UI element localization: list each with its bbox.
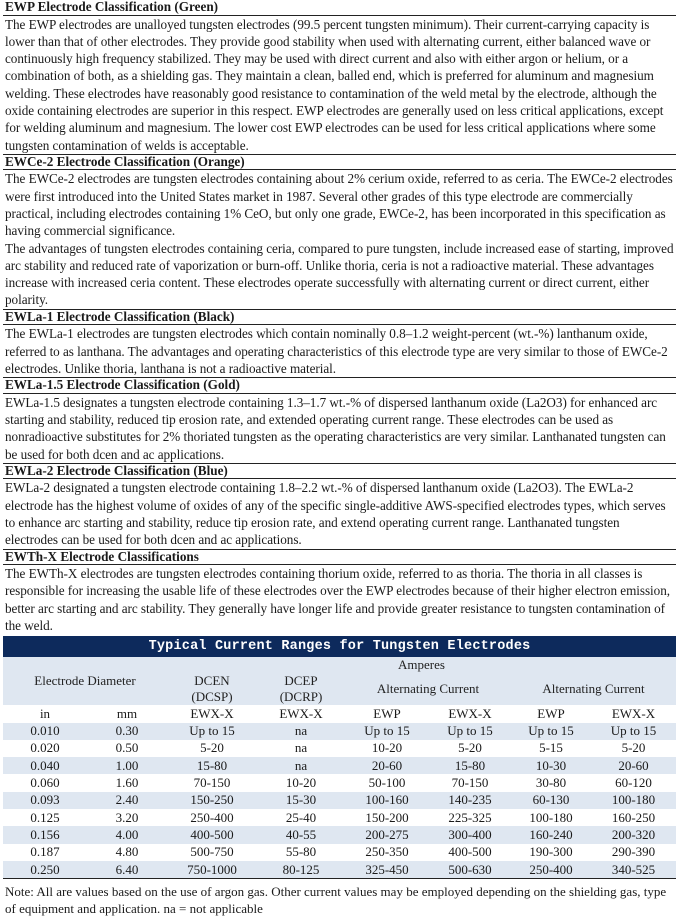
paragraph: The EWTh-X electrodes are tungsten electrodes containing thorium oxide, referred to as thoria. The thoria in all classes is responsible for increasing the usable life of these electrodes over the EWP electrodes because of their higher electron emission, better arc starting and arc stability. They generally have longer life and provide greater resistance to tungsten contamination of the weld. — [5, 566, 671, 633]
section-title: EWTh-X Electrode Classifications — [3, 549, 676, 566]
table-cell: 50-100 — [368, 775, 406, 791]
unit-cell: EWP — [373, 705, 401, 721]
unit-cell: EWX-X — [190, 705, 234, 721]
table-cell: 160-240 — [529, 826, 573, 842]
table-cell: 20-60 — [618, 757, 649, 773]
table-cell: 0.020 — [30, 740, 60, 756]
table-cell: 6.40 — [115, 861, 139, 877]
table-row — [3, 774, 676, 791]
table-cell: 2.40 — [115, 792, 139, 808]
table-cell: 0.50 — [115, 740, 139, 756]
section-body — [3, 479, 676, 548]
table-cell: 340-525 — [611, 861, 656, 877]
paragraph: The EWLa-1 electrodes are tungsten electrodes which contain nominally 0.8–1.2 weight-percent (wt.-%) lanthanum oxide, referred to as lanthana. The advantages and operating characteristics of this electrode type are very similar to those of EWCe-2 electrodes. Unlike thoria, lanthana is not a radioactive material. — [5, 326, 668, 376]
table-cell: 100-160 — [365, 792, 409, 808]
table-cell: 60-130 — [532, 792, 570, 808]
electrode-diameter-header: Electrode Diameter — [34, 673, 136, 689]
section-title: EWLa-1.5 Electrode Classification (Gold) — [3, 377, 676, 394]
table-cell: 5-20 — [621, 740, 646, 756]
table-cell: Up to 15 — [189, 723, 235, 739]
table-cell: 225-325 — [448, 809, 492, 825]
unit-cell: EWP — [537, 705, 565, 721]
table-cell: 325-450 — [365, 861, 409, 877]
table-cell: 40-55 — [285, 826, 317, 842]
table-cell: 10-20 — [285, 775, 317, 791]
dcsp-header: (DCSP) — [191, 689, 233, 705]
table-cell: 0.040 — [30, 757, 60, 773]
table-cell: 0.30 — [115, 723, 139, 739]
section-body — [3, 325, 676, 377]
table-cell: 400-500 — [448, 844, 492, 860]
section-title: EWLa-1 Electrode Classification (Black) — [3, 309, 676, 326]
table-title: Typical Current Ranges for Tungsten Electrodes — [3, 636, 676, 657]
section-ewla-2 — [3, 463, 676, 549]
table-cell: 0.010 — [30, 723, 60, 739]
paragraph: EWLa-1.5 designates a tungsten electrode containing 1.3–1.7 wt.-% of dispersed lanthanum oxide (La2O3) for enhanced arc starting and stability, reduced tip erosion rate, and extended operating current range. These electrodes can be used as nonradioactive substitutes for 2% thoriated tungsten as the operating characteristics are very similar. Lanthanated tungsten can be used for both dcen and ac applications. — [5, 394, 666, 462]
table-cell: na — [294, 757, 308, 773]
table-cell: 0.187 — [30, 844, 60, 860]
table-cell: 250-400 — [190, 809, 234, 825]
table-cell: 500-750 — [190, 844, 234, 860]
table-cell: 250-400 — [529, 861, 573, 877]
table-cell: 5-20 — [458, 740, 482, 756]
table-cell: 10-20 — [371, 740, 403, 756]
table-cell: 15-80 — [196, 757, 228, 773]
unit-cell: EWX-X — [448, 705, 492, 721]
ac-header-1: Alternating Current — [376, 681, 480, 697]
table-cell: 750-1000 — [187, 861, 237, 877]
table-cell: Up to 15 — [528, 723, 574, 739]
table-row — [3, 740, 676, 757]
section-title: EWCe-2 Electrode Classification (Orange) — [3, 154, 676, 171]
table-cell: 0.156 — [30, 826, 60, 842]
table-cell: 200-320 — [611, 826, 656, 842]
paragraph: The EWCe-2 electrodes are tungsten electrodes containing about 2% cerium oxide, referred to as ceria. The EWCe-2 electrodes were first introduced into the United States market in 1987. Several other grades of this type electrode are commercially practical, including electrodes containing 1% CeO, but only one grade, EWCe-2, has been incorporated in this specification as having commercial significance. — [5, 171, 673, 239]
table-cell: 5-15 — [539, 740, 563, 756]
table-cell: Up to 15 — [610, 723, 657, 739]
table-row — [3, 809, 676, 826]
table-row — [3, 861, 676, 878]
table-cell: 300-400 — [448, 826, 492, 842]
section-body — [3, 394, 676, 463]
table-cell: 140-235 — [448, 792, 492, 808]
section-ewce-2 — [3, 154, 676, 309]
table-cell: 100-180 — [611, 792, 656, 808]
section-ewp — [3, 0, 676, 154]
section-title: EWLa-2 Electrode Classification (Blue) — [3, 463, 676, 480]
table-row — [3, 826, 676, 843]
ac-header-2: Alternating Current — [542, 681, 645, 697]
table-cell: 250-350 — [365, 844, 409, 860]
table-cell: 4.80 — [115, 844, 139, 860]
unit-cell: in — [39, 705, 51, 721]
table-cell: 30-80 — [535, 775, 567, 791]
section-body — [3, 170, 676, 308]
unit-cell: mm — [116, 705, 138, 721]
table-cell: 55-80 — [285, 844, 317, 860]
paragraph: EWLa-2 designated a tungsten electrode containing 1.8–2.2 wt.-% of dispersed lanthanum oxide (La2O3). The EWLa-2 electrode has the highest volume of oxides of any of the specific single-additive AWS-specified electrodes types, which serves to enhance arc starting and stability, reduce tip erosion rate, and extend operating current range. Lanthanated tungsten electrodes can be used for both dcen and ac applications. — [5, 480, 666, 548]
table-row — [3, 792, 676, 809]
table-cell: 70-150 — [451, 775, 489, 791]
table-cell: 500-630 — [448, 861, 492, 877]
table-cell: 10-30 — [535, 757, 567, 773]
current-ranges-table — [3, 636, 676, 878]
table-cell: 200-275 — [365, 826, 409, 842]
table-cell: 60-120 — [615, 775, 652, 791]
table-cell: 0.125 — [30, 809, 60, 825]
table-cell: na — [294, 740, 308, 756]
units-row — [3, 705, 676, 722]
table-cell: na — [294, 723, 308, 739]
unit-cell: EWX-X — [611, 705, 656, 721]
paragraph: The EWP electrodes are unalloyed tungsten electrodes (99.5 percent tungsten minimum). Their current-carrying capacity is lower than that of other electrodes. They provide good stability when used with alternating current, either balanced wave or continuously high frequency stabilized. They may be used with direct current and also with either argon or helium, or a combination of both, as a shielding gas. They maintain a clean, balled end, which is preferred for aluminum and magnesium welding. These electrodes have reasonably good resistance to contamination of the weld metal by the electrode, although the oxide containing electrodes are superior in this respect. EWP electrodes are generally used on less critical applications, except for welding aluminum and magnesium. The lower cost EWP electrodes can be used for less critical applications where some tungsten contamination of welds is acceptable. — [5, 16, 664, 153]
section-ewth-x — [3, 549, 676, 635]
dcrp-header: (DCRP) — [279, 689, 323, 705]
table-cell: 290-390 — [611, 844, 656, 860]
table-cell: 15-80 — [454, 757, 486, 773]
table-cell: 70-150 — [193, 775, 231, 791]
table-cell: 20-60 — [371, 757, 403, 773]
table-cell: 150-250 — [190, 792, 234, 808]
table-body — [3, 723, 676, 879]
table-cell: 4.00 — [115, 826, 139, 842]
table-cell: 150-200 — [365, 809, 409, 825]
table-cell: 15-30 — [285, 792, 317, 808]
table-cell: Up to 15 — [364, 723, 410, 739]
table-cell: 0.093 — [30, 792, 60, 808]
section-title: EWP Electrode Classification (Green) — [3, 0, 676, 16]
table-cell: Up to 15 — [447, 723, 493, 739]
table-row — [3, 844, 676, 861]
table-cell: 0.250 — [30, 861, 60, 877]
table-cell: 1.00 — [115, 757, 139, 773]
table-cell: 190-300 — [529, 844, 573, 860]
unit-cell: EWX-X — [279, 705, 323, 721]
section-ewla-1 — [3, 309, 676, 377]
dcen-header: DCEN — [194, 673, 230, 689]
table-note: Note: All are values based on the use of argon gas. Other current values may be employed depending on the shielding gas, type of equipment and application. na = not applicable — [3, 878, 676, 917]
section-body — [3, 16, 676, 154]
table-row — [3, 757, 676, 774]
table-cell: 400-500 — [190, 826, 234, 842]
table-cell: 25-40 — [285, 809, 317, 825]
table-cell: 160-250 — [611, 809, 656, 825]
table-cell: 100-180 — [529, 809, 573, 825]
table-cell: 1.60 — [115, 775, 139, 791]
section-body — [3, 565, 676, 634]
table-cell: 5-20 — [200, 740, 224, 756]
table-row — [3, 723, 676, 740]
section-ewla-1-5 — [3, 377, 676, 463]
current-ranges-table-wrap — [3, 636, 676, 917]
paragraph: The advantages of tungsten electrodes containing ceria, compared to pure tungsten, include increased ease of starting, improved arc stability and reduced rate of vaporization or burn-off. Unlike thoria, ceria is not a radioactive material. These advantages increase with increased ceria content. These electrodes operate successfully with alternating current or direct current, either polarity. — [5, 240, 674, 308]
table-cell: 3.20 — [115, 809, 139, 825]
dcep-header: DCEP — [284, 673, 318, 689]
amperes-header: Amperes — [398, 657, 445, 673]
table-cell: 0.060 — [30, 775, 60, 791]
table-cell: 80-125 — [282, 861, 320, 877]
